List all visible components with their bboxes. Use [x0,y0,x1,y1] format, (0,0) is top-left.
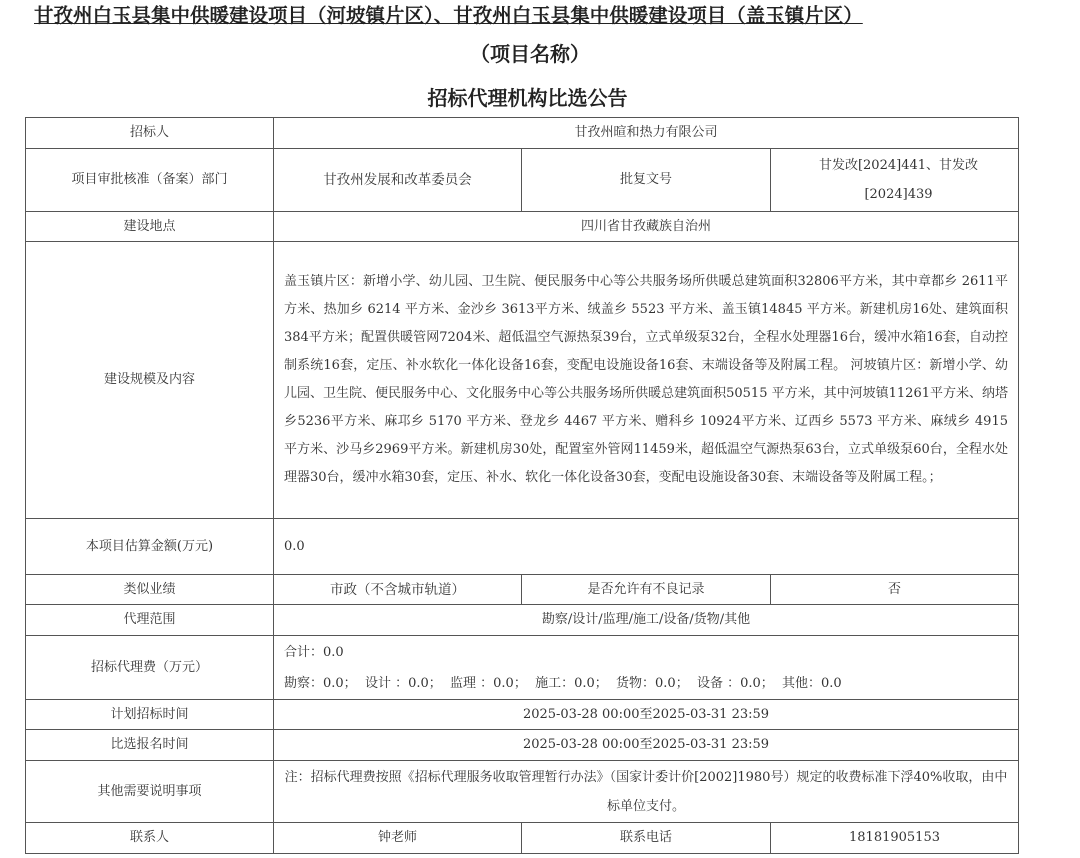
approval-doc-label: 批复文号 [522,149,771,212]
location-label: 建设地点 [26,212,274,242]
plan-time-value: 2025-03-28 00:00至2025-03-31 23:59 [274,700,1019,730]
row-contact [26,823,1019,854]
row-agency-scope [26,605,1019,636]
notes-value: 注：招标代理费按照《招标代理服务收取管理暂行办法》（国家计委计价[2002]1980号）规定的收费标准下浮40%收取，由中标单位支付。 [274,761,1019,823]
agency-fee-detail: 勘察：0.0； 设计 ：0.0； 监理 ：0.0； 施工：0.0； 货物：0.0； 设备 ：0.0； 其他：0.0 [284,675,842,691]
location-value: 四川省甘孜藏族自治州 [274,212,1019,242]
contact-name: 钟老师 [274,823,522,854]
agency-fee-label: 招标代理费（万元） [26,636,274,700]
agency-scope-label: 代理范围 [26,605,274,636]
signup-time-value: 2025-03-28 00:00至2025-03-31 23:59 [274,730,1019,761]
bad-record-label: 是否允许有不良记录 [522,575,771,605]
tenderer-value: 甘孜州暄和热力有限公司 [274,118,1019,149]
scope-value: 盖玉镇片区：新增小学、幼儿园、卫生院、便民服务中心等公共服务场所供暖总建筑面积32806平方米，其中章都乡 2611平方米、热加乡 6214 平方米、金沙乡 3613平方米、绒盖乡 5523 平方米、盖玉镇14845 平方米。新建机房16处、建筑面积384平方米；配置供暖管网7204米、超低温空气源热泵39台，立式单级泵32台，全程水处理器16台，缓冲水箱16套，自动控制系统16套，定压、补水软化一体化设备16套，变配电设施设备16套、末端设备等及附属工程。 河坡镇片区：新增小学、幼儿园、卫生院、便民服务中心、文化服务中心等公共服务场所供暖总建筑面积50515 平方米，其中河坡镇11261平方米、纳塔乡5236平方米、麻邛乡 5170 平方米、登龙乡 4467 平方米、赠科乡 10924平方米、辽西乡 5573 平方米、麻绒乡 4915 平方米、沙马乡2969平方米。新建机房30处，配置室外管网11459米，超低温空气源热泵63台，立式单级泵60台，全程水处理器30台，缓冲水箱30套，定压、补水、软化一体化设备30套，变配电设施设备30套、末端设备等及附属工程。； [274,242,1019,519]
notice-title: 招标代理机构比选公告 [427,86,628,110]
row-notes [26,761,1019,823]
row-budget [26,519,1019,575]
signup-time-label: 比选报名时间 [26,730,274,761]
bad-record-value: 否 [771,575,1019,605]
row-tenderer [26,118,1019,149]
budget-value: 0.0 [274,519,1019,575]
similar-label: 类似业绩 [26,575,274,605]
tenderer-label: 招标人 [26,118,274,149]
row-plan-time [26,700,1019,730]
row-agency-fee [26,636,1019,700]
contact-label: 联系人 [26,823,274,854]
row-signup-time [26,730,1019,761]
agency-scope-value: 勘察/设计/监理/施工/设备/货物/其他 [274,605,1019,636]
similar-value: 市政（不含城市轨道） [274,575,522,605]
agency-fee-cell [274,636,1019,700]
approval-doc-no: 甘发改[2024]441、甘发改[2024]439 [771,149,1019,212]
notice-table [25,117,1019,854]
project-title-line: 甘孜州白玉县集中供暖建设项目（河坡镇片区）、甘孜州白玉县集中供暖建设项目（盖玉镇片区） [34,4,863,27]
row-scope [26,242,1019,519]
scope-label: 建设规模及内容 [26,242,274,519]
agency-fee-total: 合计：0.0 [284,644,344,660]
row-location [26,212,1019,242]
budget-label: 本项目估算金额(万元) [26,519,274,575]
row-similar [26,575,1019,605]
approval-dept-label: 项目审批核准（备案）部门 [26,149,274,212]
row-approval [26,149,1019,212]
project-name-caption: （项目名称） [470,42,590,66]
contact-phone: 18181905153 [771,823,1019,854]
notes-label: 其他需要说明事项 [26,761,274,823]
approval-dept-value: 甘孜州发展和改革委员会 [274,149,522,212]
plan-time-label: 计划招标时间 [26,700,274,730]
contact-phone-label: 联系电话 [522,823,771,854]
